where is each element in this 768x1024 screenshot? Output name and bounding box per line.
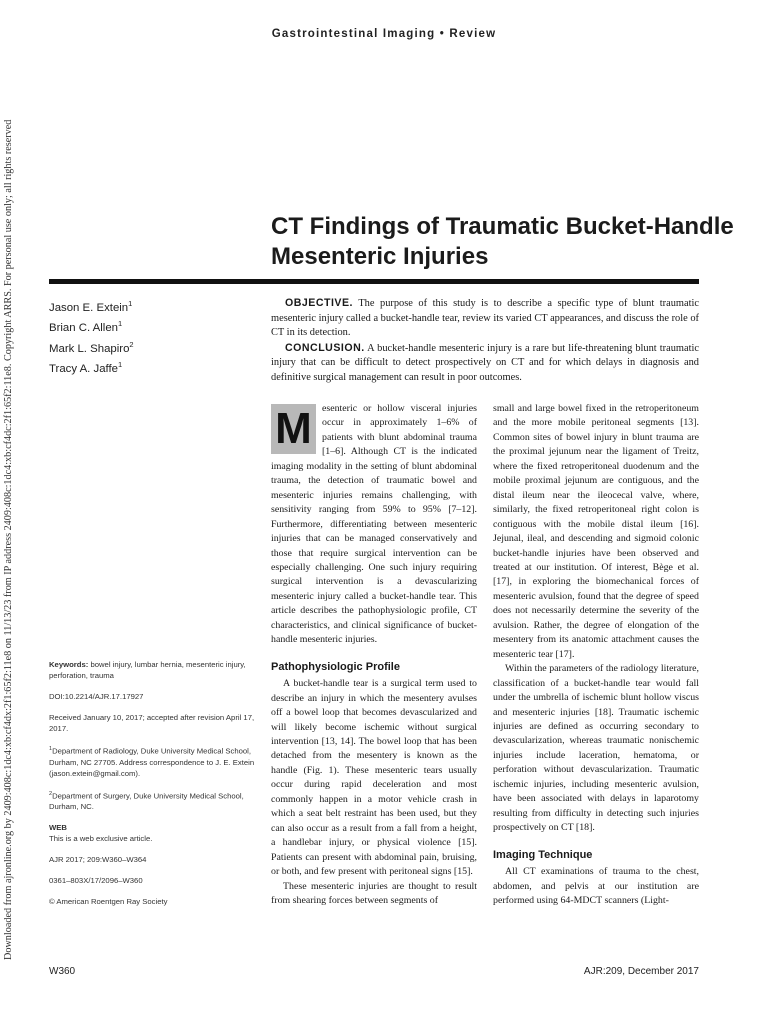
- page-number: W360: [49, 966, 76, 977]
- affiliation-2: [49, 789, 261, 813]
- paragraph: small and large bowel fixed in the retroperitoneum and the more mobile peritoneal segments [13]. Common sites of bowel injury in blunt trauma are the proximal jejunum near the ligament of Treitz, where the fixed retroperitoneal duodenum and the mobile proximal jejunum are contiguous, and the distal ileum near the ileocecal valve, where, similarly, the fixed retroperitoneal right colon is contiguous with the mobile distal ileum [16]. Jejunal, ileal, and descending and sigmoid colonic bucket-handle injuries have been observed and treated at our institution. Of interest, Bège et al. [17], in exploring the biomechanical forces of mesenteric avulsion, found that the degree of speed does not necessarily determine the severity of the avulsion. Rather, the degree of elongation of the mesentery from its anatomic attachment causes the mesenteric tear [17].: [493, 403, 699, 660]
- author: [49, 296, 259, 316]
- copyright: © American Roentgen Ray Society: [49, 897, 168, 907]
- author-name: Mark L. Shapiro: [49, 342, 130, 355]
- author-affiliation: 1: [118, 359, 123, 369]
- download-notice-text: Downloaded from ajronline.org by 2409:408c:1dc4:xb:cf4dx:2f1:65f2:11e8 on 11/13/23 from IP address 2409:408c:1dc4:xb:cf4dc:2f1:65f2:11e8. Copyright ARRS. For personal use only; all rights reserved: [3, 119, 14, 960]
- received-dates: Received January 10, 2017; accepted after revision April 17, 2017.: [49, 713, 255, 733]
- keywords-text: bowel injury, lumbar hernia, mesenteric injury, perforation, trauma: [49, 660, 246, 680]
- keywords-label: Keywords:: [49, 660, 89, 669]
- web-text: This is a web exclusive article.: [49, 834, 153, 844]
- author-list: [49, 296, 259, 377]
- objective-label: OBJECTIVE.: [285, 297, 353, 309]
- conclusion-text: A bucket-handle mesenteric injury is a rare but life-threatening blunt traumatic injury that can be difficult to detect prospectively on CT and for which delays in diagnosis and definitive surgical management can result in poor outcomes.: [271, 342, 699, 383]
- intro-paragraph: [271, 402, 477, 648]
- citation: AJR 2017; 209:W360–W364: [49, 855, 147, 865]
- affiliation-text: Department of Surgery, Duke University Medical School, Durham, NC.: [49, 791, 244, 812]
- doi: DOI:10.2214/AJR.17.17927: [49, 692, 144, 701]
- download-notice: [2, 60, 16, 960]
- abstract-objective: [271, 296, 699, 341]
- section-header: Gastrointestinal Imaging • Review: [271, 28, 497, 40]
- author: [49, 316, 259, 336]
- web-label: WEB: [49, 823, 67, 833]
- author-affiliation: 1: [128, 299, 133, 308]
- title-rule: [49, 279, 699, 284]
- affiliation-number: 2: [49, 790, 53, 797]
- objective-text: The purpose of this study is to describe a specific type of blunt traumatic mesenteric injury called a bucket-handle tear, review its varied CT appearances, and discuss the role of CT in its detection.: [271, 298, 699, 338]
- abstract-conclusion: [271, 341, 699, 386]
- abstract: [271, 296, 699, 385]
- author-affiliation: 2: [129, 339, 134, 349]
- conclusion-label: CONCLUSION.: [285, 341, 365, 354]
- author: [49, 357, 259, 377]
- keywords: [49, 659, 261, 681]
- drop-cap: M: [271, 404, 316, 454]
- issn: 0361–803X/17/2096–W360: [49, 876, 143, 886]
- article-metadata: [49, 659, 261, 917]
- body-column-2: [493, 402, 699, 908]
- author-name: Brian C. Allen: [49, 322, 119, 335]
- affiliation-text: Department of Radiology, Duke University Medical School, Durham, NC 27705. Address correspondence to J. E. Extein (jason.extein@gmail.com).: [49, 746, 255, 778]
- body-column-1: [271, 402, 477, 908]
- paragraph: All CT examinations of trauma to the chest, abdomen, and pelvis at our institution are performed using 64-MDCT scanners (Light-: [493, 866, 699, 906]
- author: [49, 337, 259, 357]
- affiliation-1: [49, 744, 261, 779]
- paragraph: A bucket-handle tear is a surgical term used to describe an injury in which the mesentery avulses off a bowel loop that becomes devascularized and will likely become ischemic without surgical intervention [13, 14]. The bowel loop that has been detached from the mesentery is known as the handle (Fig. 1). These mesenteric tears usually occur during rapid deceleration and most commonly happen in a motor vehicle crash in which a seat belt restraint has been used, but they can also occur as a result from a fall from a height, a handlebar injury, or physical violence [15]. Patients can present with abdominal pain, bruising, or both, and few present with peritoneal signs [15].: [271, 678, 477, 878]
- author-name: Tracy A. Jaffe: [49, 362, 119, 375]
- author-affiliation: 1: [118, 319, 123, 329]
- paragraph: Within the parameters of the radiology literature, classification of a bucket-handle tear would fall under the umbrella of ischemic blunt hollow viscus and mesenteric injuries [18]. Traumatic ischemic injuries are defined as occurring secondary to devascularization, whereas traumatic nonischemic injuries include laceration, hematoma, or perforation without devascularization. Traumatic ischemic injuries, including mesenteric avulsion, have been associated with delays in laparotomy resulting from difficulty in detecting such injuries prospectively on CT [18].: [493, 663, 699, 834]
- journal-issue: AJR:209, December 2017: [583, 966, 699, 977]
- author-name: Jason E. Extein: [49, 301, 129, 314]
- web-note: [49, 822, 261, 844]
- heading-imaging-technique: Imaging Technique: [493, 848, 593, 861]
- paragraph: These mesenteric injuries are thought to result from shearing forces between segments of: [271, 880, 477, 906]
- article-title: CT Findings of Traumatic Bucket-Handle Mesenteric Injuries: [271, 213, 734, 270]
- affiliation-number: 1: [49, 746, 53, 752]
- heading-pathophysiologic: Pathophysiologic Profile: [271, 660, 400, 673]
- intro-text: esenteric or hollow visceral injuries occur in approximately 1–6% of patients with blunt abdominal trauma [1–6]. Although CT is the indicated imaging modality in the setting of blunt abdominal trauma, the detection of traumatic bowel and mesenteric injuries remains challenging, with sensitivity ranging from 59% to 95% [7–12]. Furthermore, differentiating between mesenteric injuries that can be managed conservatively and those that require surgical intervention can be especially challenging. One such injury requiring surgical intervention is a devascularizing mesenteric injury called a bucket-handle tear. This article describes the pathophysiologic profile, CT characteristics, and clinical significance of bucket-handle mesenteric injuries.: [271, 403, 477, 646]
